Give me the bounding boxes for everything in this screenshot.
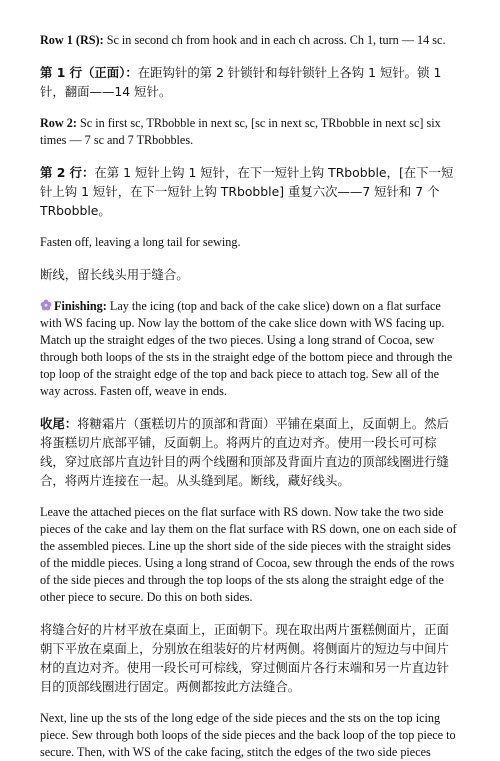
finishing-cn — [40, 414, 460, 490]
finishing-en-label: Finishing: — [54, 299, 107, 313]
row2-en-text: Sc in first sc, TRbobble in next sc, [sc in next sc, TRbobble in next sc] six times — 7 sc and 7 TRbobbles. — [40, 116, 441, 147]
flower-icon — [40, 299, 52, 311]
finishing-en-text: Lay the icing (top and back of the cake slice) down on a flat surface with WS facing up. Now lay the bottom of the cake slice down with WS facing up. Match up the straight edges of the two pieces. Using a long strand of Cocoa, sew through both loops of the sts in the straight edge of the bottom piece and through the top loop of the straight edge of the top and back piece to attach tog. Sew all of the way across. Fasten off, weave in ends. — [40, 299, 453, 398]
row1-cn-text: 在距钩针的第 2 针锁针和每针锁针上各钩 1 短针。锁 1 针，翻面——14 短针。 — [40, 65, 442, 99]
finishing-cn-text: 将糖霜片（蛋糕切片的顶部和背面）平铺在桌面上，反面朝上。然后将蛋糕切片底部平铺，反面朝上。将两片的直边对齐。使用一段长可可棕线，穿过底部片直边针目的两个线圈和顶部及背面片直边的顶部线圈进行缝合，将两片连接在一起。从头缝到尾。断线，藏好线头。 — [40, 416, 449, 488]
next-en: Next, line up the sts of the long edge of the side pieces and the sts on the top icing piece. Sew through both loops of the side pieces and the back loop of the top piece to secure. Then, with WS of the cake facing, stitch the edges of the two side pieces — [40, 711, 456, 759]
row2-cn — [40, 163, 460, 220]
row1-cn — [40, 63, 460, 101]
row2-en — [40, 115, 460, 149]
row2-cn-label: 第 2 行： — [40, 165, 95, 180]
row1-en — [40, 32, 460, 49]
finishing-cn-label: 收尾： — [40, 416, 78, 431]
row2-en-label: Row 2: — [40, 116, 77, 130]
row2-cn-text: 在第 1 短针上钩 1 短针，在下一短针上钩 TRbobble，[在下一短针上钩 1 短针，在下一短针上钩 TRbobble] 重复六次——7 短针和 7 个 TRbobble。 — [40, 165, 454, 218]
row1-en-label: Row 1 (RS): — [40, 33, 104, 47]
sides-cn: 将缝合好的片材平放在桌面上，正面朝下。现在取出两片蛋糕侧面片，正面朝下平放在桌面上，分别放在组装好的片材两侧。将侧面片的短边与中间片材的直边对齐。使用一段长可可棕线，穿过侧面片各行末端和另一片直边针目的顶部线圈进行固定。两侧都按此方法缝合。 — [40, 622, 449, 694]
row1-cn-label: 第 1 行（正面）： — [40, 65, 138, 80]
finishing-en — [40, 298, 460, 400]
fasten-en: Fasten off, leaving a long tail for sewing. — [40, 235, 241, 249]
fasten-cn: 断线，留长线头用于缝合。 — [40, 267, 189, 282]
row1-en-text: Sc in second ch from hook and in each ch across. Ch 1, turn — 14 sc. — [103, 33, 446, 47]
sides-en: Leave the attached pieces on the flat surface with RS down. Now take the two side pieces of the cake and lay them on the flat surface with RS down, one on each side of the assembled pieces. Line up the short side of the side pieces with the straight sides of the middle pieces. Using a long strand of Cocoa, sew through the ends of the rows of the side pieces and through the top loops of the sts along the straight edge of the other piece to secure. Do this on both sides. — [40, 505, 457, 604]
